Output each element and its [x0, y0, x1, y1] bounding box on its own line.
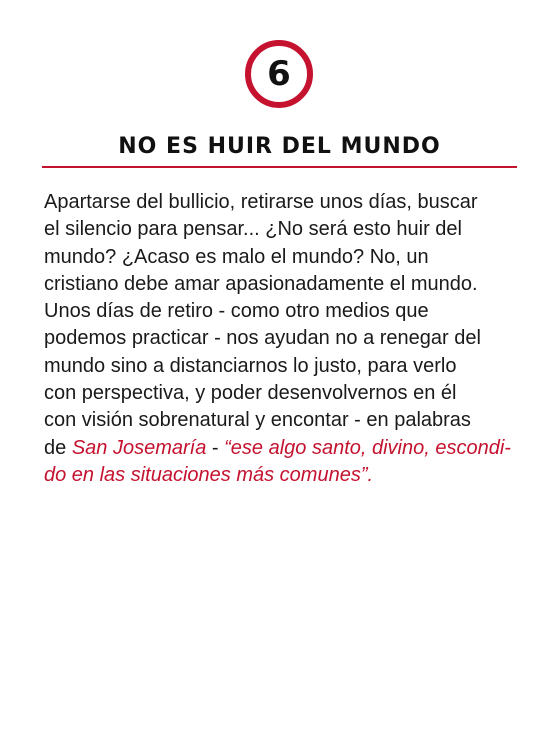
quote-text-part2: do en las situaciones más comunes”.: [44, 463, 374, 486]
quote-text-part1: “ese algo santo, divino, escondi-: [224, 436, 511, 459]
body-line: cristiano debe amar apasionadamente el mundo.: [44, 272, 478, 295]
step-number: 6: [267, 54, 291, 94]
step-number-badge: [245, 40, 313, 108]
body-line: mundo sino a distanciarnos lo justo, para verlo: [44, 354, 457, 377]
line-prefix: de: [44, 436, 72, 459]
body-line: podemos practicar - nos ayudan no a renegar del: [44, 327, 481, 350]
body-line: con visión sobrenatural y encontar - en palabras: [44, 409, 471, 432]
body-line-quote-intro: [44, 435, 518, 462]
section-title: NO ES HUIR DEL MUNDO: [118, 134, 441, 159]
body-line: el silencio para pensar... ¿No será esto huir del: [44, 218, 462, 241]
body-line: Apartarse del bullicio, retirarse unos días, buscar: [44, 191, 478, 213]
body-line: con perspectiva, y poder desenvolvernos en él: [44, 382, 457, 405]
separator: -: [206, 436, 225, 459]
body-line: Unos días de retiro - como otro medios que: [44, 300, 429, 323]
title-divider: [42, 166, 517, 168]
body-line: mundo? ¿Acaso es malo el mundo? No, un: [44, 245, 429, 268]
author-name: San Josemaría: [71, 436, 207, 459]
body-paragraph: [44, 189, 518, 489]
